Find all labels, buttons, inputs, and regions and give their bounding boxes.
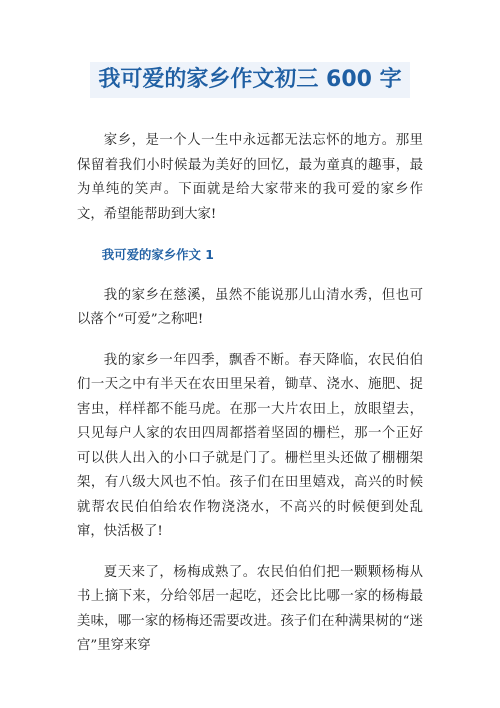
section-heading: 我可爱的家乡作文 1 [101,247,214,262]
intro-paragraph: 家乡，是一个人一生中永远都无法忘怀的地方。那里保留着我们小时候最为美好的回忆，最为童真的趣事，最为单纯的笑声。下面就是给大家带来的我可爱的家乡作文，希望能帮助到大家! [77,133,423,222]
body-paragraph-3: 夏天来了，杨梅成熟了。农民伯伯们把一颗颗杨梅从书上摘下来，分给邻居一起吃，还会比比哪一家的杨梅最美味，哪一家的杨梅还需要改进。孩子们在种满果树的“迷宫”里穿来穿 [77,564,423,653]
body-paragraph-1: 我的家乡在慈溪，虽然不能说那儿山清水秀，但也可以落个“可爱”之称吧! [77,287,423,327]
article-body [77,129,423,675]
body-paragraph-2: 我的家乡一年四季，飘香不断。春天降临，农民伯伯们一天之中有半天在农田里呆着，锄草、浇水、施肥、捉害虫，样样都不能马虎。在那一大片农田上，放眼望去，只见每户人家的农田四周都搭着坚固的栅栏，那一个正好可以供人出入的小口子就是门了。栅栏里头还做了棚棚架架，有八级大风也不怕。孩子们在田里嬉戏，高兴的时候就帮农民伯伯给农作物浇浇水，不高兴的时候便到处乱窜，快活极了! [77,352,423,539]
page-title: 我可爱的家乡作文初三 600 字 [90,62,409,98]
title-block [0,62,500,98]
